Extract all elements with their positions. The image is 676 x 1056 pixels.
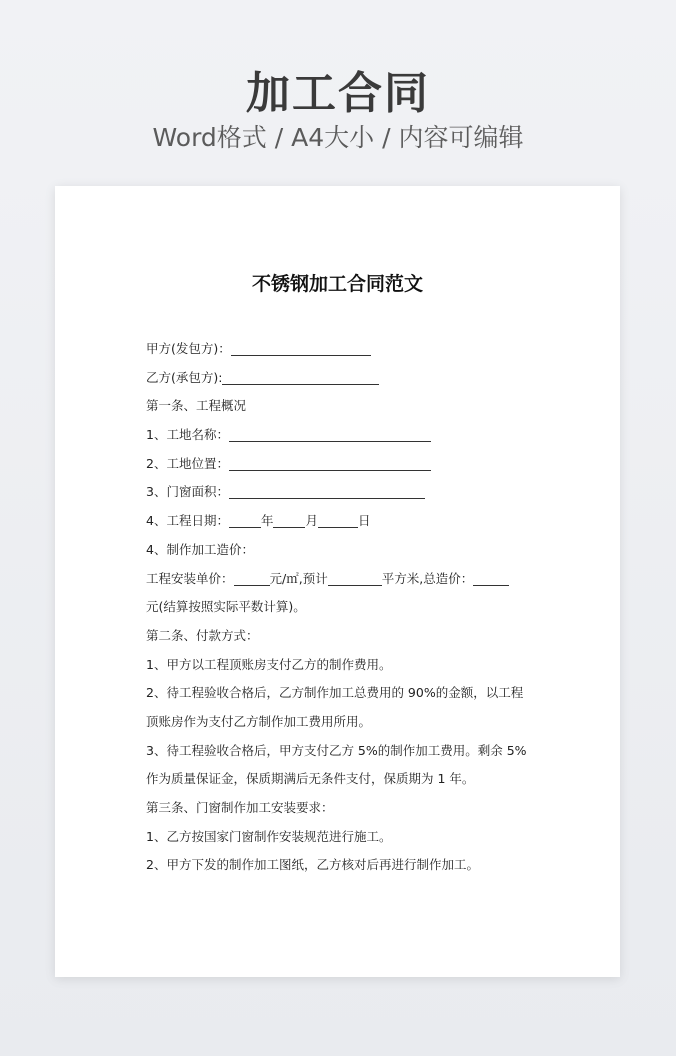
unit-price-blank[interactable] — [234, 569, 270, 586]
unit-price-line — [146, 565, 538, 594]
banner-title: 加工合同 — [246, 68, 430, 119]
site-location-label: 2、工地位置： — [146, 455, 229, 471]
unit-price-label: 工程安装单价： — [146, 570, 234, 586]
party-a-blank[interactable] — [231, 339, 371, 356]
cost-heading: 4、制作加工造价： — [146, 541, 254, 557]
site-name-blank[interactable] — [229, 425, 431, 442]
project-date-line — [146, 507, 538, 536]
requirement-1: 1、乙方按国家门窗制作安装规范进行施工。 — [146, 828, 392, 844]
article-3-heading: 第三条、门窗制作加工安装要求： — [146, 800, 334, 815]
window-area-label: 3、门窗面积： — [146, 484, 229, 500]
document-body — [146, 335, 538, 880]
site-name-line — [146, 421, 538, 450]
estimate-label: ,预计 — [298, 570, 328, 586]
party-a-line — [146, 335, 538, 364]
unit-price-unit: 元/㎡ — [269, 570, 299, 586]
payment-clause-3b: 作为质量保证金，保质期满后无条件支付，保质期为 1 年。 — [146, 771, 475, 787]
month-label: 月 — [305, 513, 318, 529]
area-blank[interactable] — [328, 569, 382, 586]
party-b-blank[interactable] — [222, 368, 379, 385]
year-blank[interactable] — [229, 511, 261, 528]
site-location-line — [146, 450, 538, 479]
year-label: 年 — [260, 513, 274, 529]
total-label: ,总造价： — [419, 570, 474, 586]
requirement-2: 2、甲方下发的制作加工图纸，乙方核对后再进行制作加工。 — [146, 857, 479, 873]
site-location-blank[interactable] — [229, 454, 431, 471]
payment-clause-3a: 3、待工程验收合格后，甲方支付乙方 5%的制作加工费用。剩余 5% — [146, 742, 527, 758]
day-blank[interactable] — [318, 511, 358, 528]
window-area-blank[interactable] — [229, 482, 425, 499]
site-name-label: 1、工地名称： — [146, 427, 229, 443]
payment-clause-2b: 顶账房作为支付乙方制作加工费用所用。 — [146, 713, 372, 729]
window-area-line — [146, 478, 538, 507]
month-blank[interactable] — [273, 511, 305, 528]
document-title: 不锈钢加工合同范文 — [251, 273, 423, 295]
day-label: 日 — [358, 513, 371, 529]
total-blank[interactable] — [473, 569, 509, 586]
article-1-heading: 第一条、工程概况 — [146, 398, 247, 414]
total-note: 元(结算按照实际平数计算)。 — [146, 599, 306, 615]
area-unit: 平方米 — [381, 570, 420, 586]
payment-clause-1: 1、甲方以工程顶账房支付乙方的制作费用。 — [146, 656, 392, 672]
payment-clause-2a: 2、待工程验收合格后，乙方制作加工总费用的 90%的金额，以工程 — [146, 685, 524, 701]
project-date-label: 4、工程日期： — [146, 513, 229, 529]
article-2-heading: 第二条、付款方式： — [146, 627, 259, 643]
party-a-label: 甲方(发包方)： — [146, 341, 231, 356]
party-b-label: 乙方(承包方): — [146, 369, 223, 385]
banner-subtitle: Word格式 / A4大小 / 内容可编辑 — [152, 123, 524, 152]
party-b-line — [146, 364, 538, 393]
document-page — [55, 186, 620, 977]
